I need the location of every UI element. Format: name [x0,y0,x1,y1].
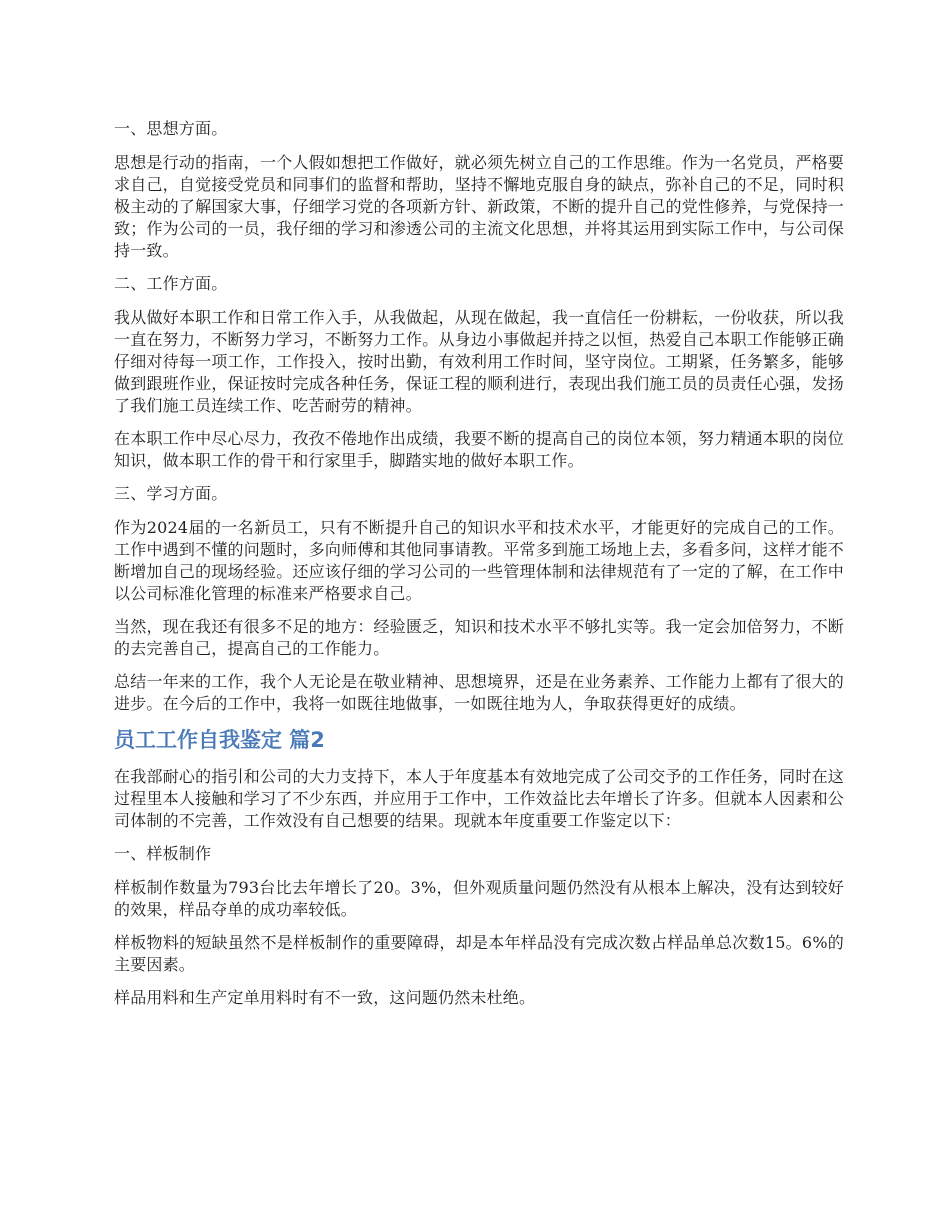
paragraph-study-1: 作为2024届的一名新员工，只有不断提升自己的知识水平和技术水平，才能更好的完成自己的工作。工作中遇到不懂的问题时，多向师傅和其他同事请教。平常多到施工场地上去，多看多问，这样才能不断增加自己的现场经验。还应该仔细的学习公司的一些管理体制和法律规范有了一定的了解，在工作中以公司标准化管理的标准来严格要求自己。 [114,518,844,603]
document-page [114,118,844,1020]
paragraph-work-1: 我从做好本职工作和日常工作入手，从我做起，从现在做起，我一直信任一份耕耘，一份收获，所以我一直在努力，不断努力学习，不断努力工作。从身边小事做起并持之以恒，热爱自己本职工作能够正确仔细对待每一项工作，工作投入，按时出勤，有效利用工作时间，坚守岗位。工期紧，任务繁多，能够做到跟班作业，保证按时完成各种任务，保证工程的顺利进行，表现出我们施工员的员责任心强，发扬了我们施工员连续工作、吃苦耐劳的精神。 [114,308,844,415]
section-heading-sample-making: 一、样板制作 [114,844,212,863]
section-heading-thought: 一、思想方面。 [114,119,228,138]
paragraph-part2-intro: 在我部耐心的指引和公司的大力支持下，本人于年度基本有效地完成了公司交予的工作任务，同时在这过程里本人接触和学习了不少东西，并应用于工作中，工作效益比去年增长了许多。但就本人因素和公司体制的不完善，工作效没有自己想要的结果。现就本年度重要工作鉴定以下： [114,767,844,830]
paragraph-sample-1: 样板制作数量为793台比去年增长了20。3%，但外观质量问题仍然没有从根本上解决，没有达到较好的效果，样品夺单的成功率较低。 [114,878,844,919]
article-heading-part2: 员工工作自我鉴定 篇2 [114,728,325,752]
section-heading-work: 二、工作方面。 [114,274,228,293]
paragraph-study-3: 总结一年来的工作，我个人无论是在敬业精神、思想境界，还是在业务素养、工作能力上都有了很大的进步。在今后的工作中，我将一如既往地做事，一如既往地为人，争取获得更好的成绩。 [114,672,844,713]
paragraph-work-2: 在本职工作中尽心尽力，孜孜不倦地作出成绩，我要不断的提高自己的岗位本领，努力精通本职的岗位知识，做本职工作的骨干和行家里手，脚踏实地的做好本职工作。 [114,429,844,470]
section-heading-study: 三、学习方面。 [114,484,228,503]
paragraph-sample-2: 样板物料的短缺虽然不是样板制作的重要障碍，却是本年样品没有完成次数占样品单总次数15。6%的主要因素。 [114,933,844,974]
paragraph-sample-3: 样品用料和生产定单用料时有不一致，这问题仍然未杜绝。 [114,988,536,1007]
paragraph-study-2: 当然，现在我还有很多不足的地方：经验匮乏，知识和技术水平不够扎实等。我一定会加倍努力，不断的去完善自己，提高自己的工作能力。 [114,617,844,658]
paragraph-thought: 思想是行动的指南，一个人假如想把工作做好，就必须先树立自己的工作思维。作为一名党员，严格要求自己，自觉接受党员和同事们的监督和帮助，坚持不懈地克服自身的缺点，弥补自己的不足，同时积极主动的了解国家大事，仔细学习党的各项新方针、新政策，不断的提升自己的党性修养，与党保持一致；作为公司的一员，我仔细的学习和渗透公司的主流文化思想，并将其运用到实际工作中，与公司保持一致。 [114,153,844,260]
